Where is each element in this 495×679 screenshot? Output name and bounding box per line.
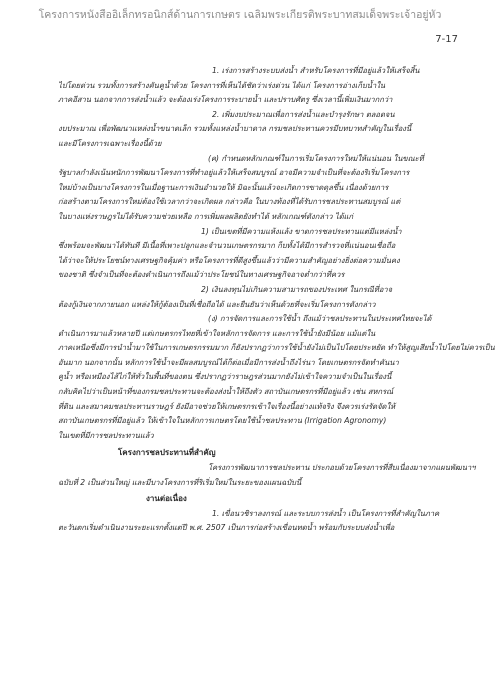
paragraph-5	[58, 507, 440, 536]
text-line: ของชาติ ซึ่งจำเป็นที่จะต้องดำเนินการถึงแม้ว่าประโยชน์ในทางเศรษฐกิจอาจต่ำกว่าที่ควร	[58, 270, 345, 280]
document-body	[58, 64, 495, 536]
paragraph-4	[58, 461, 476, 490]
text-line: ดำเนินการมาแล้วหลายปี แต่เกษตรกรไทยที่เข้าใจหลักการจัดการ และการใช้น้ำยังมีน้อย แม้แต่ใน	[58, 328, 376, 338]
text-line: 1. เร่งการสร้างระบบส่งน้ำ สำหรับโครงการที่มีอยู่แล้วให้เสร็จสิ้น	[212, 66, 420, 75]
text-line: งบประมาณ เพื่อพัฒนาแหล่งน้ำขนาดเล็ก รวมทั้งแหล่งน้ำบาดาล กรมชลประทานควรมีบทบาทสำคัญในเรื่องนี้	[58, 124, 412, 134]
text-line: ซึ่งพร้อมจะพัฒนาได้ทันที มีเนื้อที่เพาะปลูกและจำนวนเกษตรกรมาก ก็บทั้งได้มีการสำรวจที่แน่นอนเชื่อถือ	[58, 241, 396, 251]
text-line: ฉบับที่ 2 เป็นส่วนใหญ่ และมีบางโครงการที่ริเริ่มใหม่ในระยะของแผนฉบับนี้	[58, 477, 302, 487]
text-line: ต้องกู้เงินจากภายนอก แหล่งให้กู้ต้องเป็นที่เชื่อถือได้ และยืนยันว่าเห็นด้วยที่จะเริ่มโครงการดังกล่าว	[58, 299, 376, 309]
text-line: 2. เพิ่มงบประมาณเพื่อการส่งน้ำและบำรุงรักษา ตลอดจน	[212, 109, 395, 119]
text-line: 1. เขื่อนวชิราลงกรณ์ และระบบการส่งน้ำ เป็นโครงการที่สำคัญในภาค	[212, 508, 440, 518]
text-line: ก่อสร้างตามโครงการใหม่ต้องใช้เวลากว่าจะเกิดผล กล่าวคือ ในบางท้องที่ได้รับการชลประทานสมบูรณ์ แต่	[58, 197, 401, 207]
text-line: ภาคเหนือซึ่งมีการนำน้ำมาใช้ในการเกษตรกรรมมาก ก็ยังปรากฏว่าการใช้น้ำยังไม่เป็นไปโดยประหยัด ทำให้สูญเสียน้ำไปโดยไม่ควรเป็น	[58, 343, 495, 353]
text-line: (ง) การจัดการและการใช้น้ำ ถึงแม้ว่าชลประทานในประเทศไทยจะได้	[208, 314, 432, 324]
text-line: รัฐบาลกำลังเน้นหนักการพัฒนาโครงการที่ทำอยู่แล้วให้เสร็จสมบูรณ์ อาจมีความจำเป็นที่จะต้องริเริ่มโครงการ	[58, 168, 410, 178]
text-line: สถาบันเกษตรกรที่มีอยู่แล้ว ให้เข้าใจในหลักการเกษตรโดยใช้น้ำชลประทาน (Irrigation Agronomy)	[58, 416, 387, 426]
text-line: ได้ว่าจะให้ประโยชน์ทางเศรษฐกิจคุ้มค่า หรือโครงการที่ดีสูงขึ้นแล้วว่ามีความสำคัญอย่างยิ่งต่อความมั่นคง	[58, 255, 400, 265]
running-header: โครงการหนังสืออิเล็กทรอนิกส์ด้านการเกษตร เฉลิมพระเกียรติพระบาทสมเด็จพระเจ้าอยู่หัว	[38, 9, 442, 21]
text-line: ใหม่บ้างเป็นบางโครงการในเมื่อฐานะการเงินอำนวยให้ มิฉะนั้นแล้วจะเกิดการขาดดุลขึ้น เนื่องด้วยการ	[58, 182, 389, 192]
page-number: 7-17	[435, 34, 458, 45]
paragraph-3	[58, 312, 495, 443]
text-line: ตะวันตกเริ่มดำเนินงานระยะแรกตั้งแต่ปี พ.ศ. 2507 เป็นการก่อสร้างเขื่อนทดน้ำ พร้อมกับระบบส่งน้ำเพื่อ	[58, 523, 395, 533]
text-line: (ค) กำหนดหลักเกณฑ์ในการเริ่มโครงการใหม่ให้แน่นอน ในขณะที่	[208, 153, 424, 163]
subsection-heading: งานต่อเนื่อง	[146, 494, 187, 504]
text-line: กลับคิดไปว่าเป็นหน้าที่ของกรมชลประทานจะต้องส่งน้ำให้ถึงตัว สถาบันเกษตรกรที่มีอยู่แล้ว เช่น สหกรณ์	[58, 387, 394, 397]
paragraph-2	[58, 152, 440, 313]
text-line: อันมาก นอกจากนั้น หลักการใช้น้ำจะมีผลสมบูรณ์ได้ก็ต่อเมื่อมีการส่งน้ำถึงไร่นา โดยเกษตรกรจัดทำคันนา	[58, 357, 399, 367]
text-line: ภาคอีสาน นอกจากการส่งน้ำแล้ว จะต้องเร่งโครงการระบายน้ำ และปราบศัตรู ซึ่งเวลานี้เพิ่มเงินมากกว่า	[58, 95, 393, 105]
text-line: ในเขตที่มีการชลประทานแล้ว	[58, 430, 154, 440]
text-line: 2) เงินลงทุนไม่เกินความสามารถของประเทศ ในกรณีที่อาจ	[201, 284, 393, 294]
text-line: และมีโครงการเฉพาะเรื่องนี้ด้วย	[58, 138, 162, 148]
text-line: โครงการพัฒนาการชลประทาน ประกอบด้วยโครงการที่สืบเนื่องมาจากแผนพัฒนาฯ	[208, 463, 476, 473]
section-heading: โครงการชลประทานที่สำคัญ	[118, 448, 216, 458]
text-line: 1) เป็นเขตที่มีความแห้งแล้ง ขาดการชลประทานแต่มีแหล่งน้ำ	[201, 226, 402, 236]
paragraph-1	[58, 64, 440, 152]
text-line: ที่ดิน และสมาคมชลประทานราษฎร์ ยังมีอาจช่วยให้เกษตรกรเข้าใจเรื่องนี้อย่างแท้จริง จึงควรเร่งรัดจัดให้	[58, 401, 396, 411]
text-line: ในบางแห่งราษฎรไม่ได้รับความช่วยเหลือ การเพิ่มผลผลิตยังทำได้ หลักเกณฑ์ดังกล่าว ได้แก่	[58, 211, 354, 221]
text-line: คูน้ำ หรือเหมืองไส้ไก่ให้ทั่วในพื้นที่ของตน ซึ่งปรากฏว่าราษฎรส่วนมากยังไม่เข้าใจความจำเป็นในเรื่องนี้	[58, 372, 392, 382]
text-line: ไปโดยด่วน รวมทั้งการสร้างคันคูน้ำด้วย โครงการที่เห็นได้ชัดว่าเร่งด่วน ได้แก่ โครงการอ่างเก็บน้ำใน	[58, 80, 386, 90]
